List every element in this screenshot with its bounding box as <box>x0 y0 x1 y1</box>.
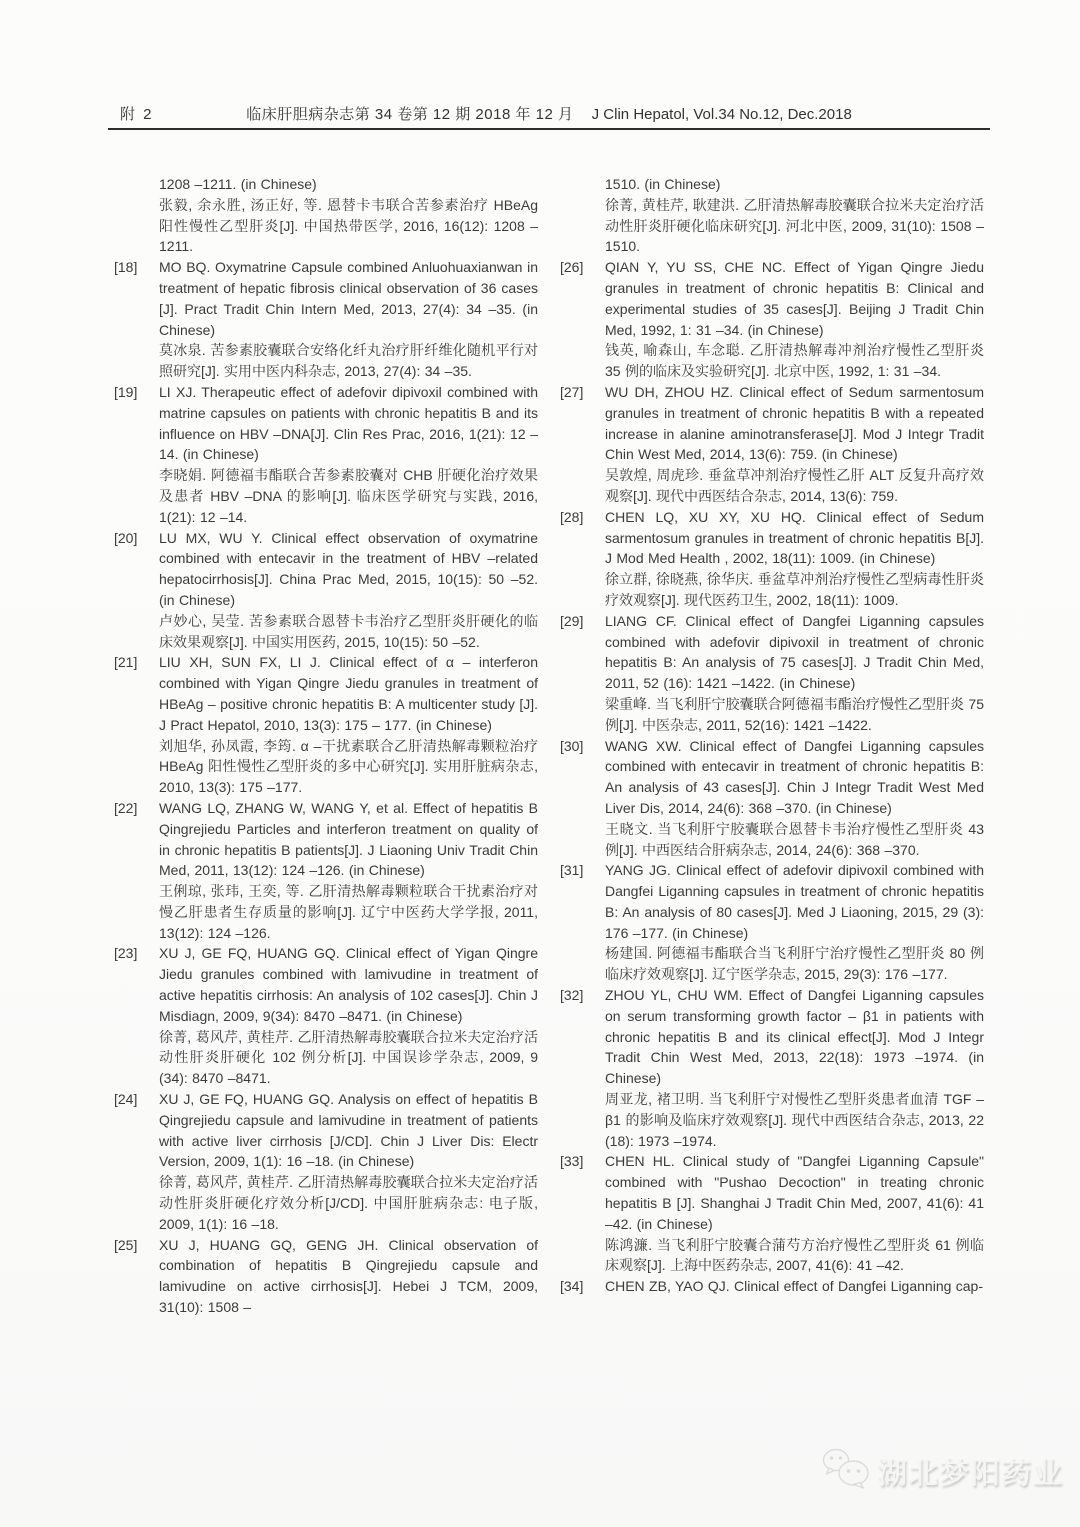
reference-entry <box>560 257 984 382</box>
reference-entry <box>560 1151 984 1276</box>
reference-number: [24] <box>114 1091 138 1108</box>
reference-entry <box>560 736 984 861</box>
reference-entry <box>114 652 538 798</box>
reference-text-en: XU J, GE FQ, HUANG GQ. Analysis on effect of hepatitis B Qingrejiedu capsule and lamivudine in treatment of patients with active liver cirrhosis [J/CD]. Chin J Liver Dis: Electr Version, 2009, 1(1): 16 –18. (in Chinese) <box>159 1091 538 1170</box>
reference-number: [27] <box>560 383 584 400</box>
reference-text-zh: 梁重峰. 当飞利肝宁胶囊联合阿德福韦酯治疗慢性乙型肝炎 75 例[J]. 中医杂志, 2011, 52(16): 1421 –1422. <box>605 695 984 733</box>
reference-text-en: QIAN Y, YU SS, CHE NC. Effect of Yigan Qingre Jiedu granules in treatment of chronic hepatitis B: Clinical and experimental studies of 35 cases[J]. Beijing J Tradit Chin Med, 1992, 1: 31 –34. (in Chinese) <box>605 259 984 338</box>
reference-number: [21] <box>114 654 138 671</box>
reference-number: [20] <box>114 529 138 546</box>
reference-body <box>159 528 538 653</box>
reference-text-zh: 刘旭华, 孙凤霞, 李筠. α –干扰素联合乙肝清热解毒颗粒治疗 HBeAg 阳性慢性乙型肝炎的多中心研究[J]. 实用肝脏病杂志, 2010, 13(3): 175 –177. <box>159 737 538 796</box>
reference-text-en: WANG LQ, ZHANG W, WANG Y, et al. Effect of hepatitis B Qingrejiedu Particles and interferon treatment on quality of in chronic hepatitis B patients[J]. J Liaoning Univ Tradit Chin Med, 2011, 13(12): 124 –126. (in Chinese) <box>159 799 538 879</box>
references-column-left <box>114 174 538 1318</box>
reference-entry <box>114 798 538 944</box>
reference-text-zh: 钱英, 喻森山, 车念聪. 乙肝清热解毒冲剂治疗慢性乙型肝炎 35 例的临床及实验研究[J]. 北京中医, 1992, 1: 31 –34. <box>605 342 984 380</box>
reference-body <box>159 1089 538 1235</box>
reference-text-zh: 王晓文. 当飞利肝宁胶囊联合恩替卡韦治疗慢性乙型肝炎 43 例[J]. 中西医结合肝病杂志, 2014, 24(6): 368 –370. <box>605 820 984 858</box>
reference-entry <box>114 382 538 528</box>
reference-body <box>605 1151 984 1276</box>
reference-text-zh: 张毅, 余永胜, 汤正好, 等. 恩替卡韦联合苦参素治疗 HBeAg 阳性慢性乙型肝炎[J]. 中国热带医学, 2016, 16(12): 1208 –1211. <box>159 196 538 255</box>
appendix-page-label: 附 2 <box>120 106 154 123</box>
reference-text-zh: 徐立群, 徐晓燕, 徐华庆. 垂盆草冲剂治疗慢性乙型病毒性肝炎疗效观察[J]. 现代医药卫生, 2002, 18(11): 1009. <box>605 571 984 608</box>
reference-body <box>605 611 984 736</box>
reference-text-zh: 周亚龙, 褚卫明. 当飞利肝宁对慢性乙型肝炎患者血清 TGF – β1 的影响及临床疗效观察[J]. 现代中西医结合杂志, 2013, 22 (18): 1973 –1974. <box>605 1091 984 1149</box>
journal-header <box>108 100 990 130</box>
reference-body <box>159 257 538 382</box>
reference-number: [18] <box>114 259 138 276</box>
reference-text-en: CHEN LQ, XU XY, XU HQ. Clinical effect of Sedum sarmentosum granules in treatment of chronic hepatitis B[J]. J Mod Med Health , 2002, 18(11): 1009. (in Chinese) <box>605 508 984 567</box>
reference-number: [30] <box>560 737 584 754</box>
reference-text-zh: 莫冰泉. 苦参素胶囊联合安络化纤丸治疗肝纤维化随机平行对照研究[J]. 实用中医内科杂志, 2013, 27(4): 34 –35. <box>159 342 538 380</box>
reference-number: [29] <box>560 612 584 629</box>
reference-text-en: CHEN HL. Clinical study of "Dangfei Liganning Capsule" combined with "Pushao Decoction" in treating chronic hepatitis B [J]. Shanghai J Tradit Chin Med, 2007, 41(6): 41 –42. (in Chinese) <box>605 1153 984 1232</box>
reference-text-zh: 陈鸿濂. 当飞利肝宁胶囊合蒲芍方治疗慢性乙型肝炎 61 例临床观察[J]. 上海中医药杂志, 2007, 41(6): 41 –42. <box>605 1236 984 1274</box>
reference-text-en: XU J, GE FQ, HUANG GQ. Clinical effect of Yigan Qingre Jiedu granules combined with lamivudine in treatment of active hepatitis cirrhosis: An analysis of 102 cases[J]. Chin J Misdiagn, 2009, 9(34): 8470 –8471. (in Chinese) <box>159 945 538 1024</box>
reference-entry <box>560 985 984 1151</box>
reference-body <box>605 1276 984 1297</box>
reference-entry <box>114 528 538 653</box>
wechat-icon <box>822 1448 870 1495</box>
reference-text-zh: 王俐琼, 张玮, 王奕, 等. 乙肝清热解毒颗粒联合干扰素治疗对慢乙肝患者生存质量的影响[J]. 辽宁中医药大学学报, 2011, 13(12): 124 –126. <box>159 883 538 941</box>
reference-number: [34] <box>560 1278 584 1295</box>
reference-text-en: 1510. (in Chinese) <box>605 176 721 192</box>
publisher-watermark <box>822 1448 1064 1495</box>
reference-text-en: WANG XW. Clinical effect of Dangfei Liganning capsules combined with entecavir in treatment of chronic hepatitis B: An analysis of 43 cases[J]. Chin J Integr Tradit West Med Liver Dis, 2014, 24(6): 368 –370. (in Chinese) <box>605 737 984 816</box>
reference-number <box>114 174 159 257</box>
journal-title-zh: 临床肝胆病杂志第 34 卷第 12 期 2018 年 12 月 <box>246 106 574 123</box>
reference-text-en: ZHOU YL, CHU WM. Effect of Dangfei Liganning capsules on serum transforming growth factor – β1 in patients with chronic hepatitis B and its clinical effect[J]. Mod J Integr Tradit Chin West Med, 2013, 22(18): 1973 –1974. (in Chinese) <box>605 987 984 1087</box>
reference-number: [22] <box>114 799 138 816</box>
reference-entry <box>560 860 984 985</box>
reference-text-zh: 吴敦煌, 周虎珍. 垂盆草冲剂治疗慢性乙肝 ALT 反复升高疗效观察[J]. 现代中西医结合杂志, 2014, 13(6): 759. <box>605 467 984 504</box>
reference-body <box>605 860 984 985</box>
reference-number: [25] <box>114 1236 138 1253</box>
reference-number: [33] <box>560 1153 584 1170</box>
reference-entry <box>560 507 984 611</box>
reference-text-en: LIU XH, SUN FX, LI J. Clinical effect of α – interferon combined with Yigan Qingre Jiedu granules in treatment of HBeAg – positive chronic hepatitis B: A multicenter study [J]. J Pract Hepatol, 2010, 13(3): 175 – 177. (in Chinese) <box>159 654 538 733</box>
reference-text-en: YANG JG. Clinical effect of adefovir dipivoxil combined with Dangfei Liganning capsules in treatment of chronic hepatitis B: An analysis of 80 cases[J]. Med J Liaoning, 2015, 29 (3): 176 –177. (in Chinese) <box>605 862 984 941</box>
reference-entry <box>560 611 984 736</box>
reference-body <box>159 382 538 528</box>
reference-number: [23] <box>114 945 138 962</box>
references-column-right <box>560 174 984 1297</box>
reference-number: [28] <box>560 508 584 525</box>
reference-text-en: CHEN ZB, YAO QJ. Clinical effect of Dangfei Liganning cap- <box>605 1278 984 1295</box>
reference-text-zh: 卢妙心, 吴莹. 苦参素联合恩替卡韦治疗乙型肝炎肝硬化的临床效果观察[J]. 中国实用医药, 2015, 10(15): 50 –52. <box>159 612 538 650</box>
reference-text-en: LIANG CF. Clinical effect of Dangfei Liganning capsules combined with adefovir dipivoxil in treatment of chronic hepatitis B: An analysis of 75 cases[J]. J Tradit Chin Med, 2011, 52 (16): 1421 –1422. (in Chinese) <box>605 612 984 692</box>
reference-body <box>605 174 984 257</box>
reference-body <box>605 382 984 507</box>
reference-entry <box>114 943 538 1089</box>
reference-entry <box>560 382 984 507</box>
reference-body <box>605 736 984 861</box>
reference-text-zh: 杨建国. 阿德福韦酯联合当飞利肝宁治疗慢性乙型肝炎 80 例临床疗效观察[J]. 辽宁医学杂志, 2015, 29(3): 176 –177. <box>605 945 984 983</box>
reference-body <box>605 985 984 1151</box>
journal-title <box>108 103 990 124</box>
reference-text-en: 1208 –1211. (in Chinese) <box>159 176 317 192</box>
reference-text-zh: 李晓娟. 阿德福韦酯联合苦参素胶囊对 CHB 肝硬化治疗效果及患者 HBV –DNA 的影响[J]. 临床医学研究与实践, 2016, 1(21): 12 –14. <box>159 467 538 525</box>
reference-entry <box>114 174 538 257</box>
reference-body <box>159 943 538 1089</box>
reference-text-en: XU J, HUANG GQ, GENG JH. Clinical observation of combination of hepatitis B Qingrejiedu capsule and lamivudine on active cirrhosis[J]. Hebei J TCM, 2009, 31(10): 1508 – <box>159 1236 538 1316</box>
reference-text-zh: 徐菁, 葛风芹, 黄桂芹. 乙肝清热解毒胶囊联合拉米夫定治疗活动性肝炎肝硬化 102 例分析[J]. 中国误诊学杂志, 2009, 9 (34): 8470 –8471. <box>159 1028 538 1087</box>
reference-body <box>159 174 538 257</box>
reference-text-en: WU DH, ZHOU HZ. Clinical effect of Sedum sarmentosum granules in treatment of chronic hepatitis B with a repeated increase in alanine aminotransferase[J]. Mod J Integr Tradit Chin West Med, 2014, 13(6): 759. (in Chinese) <box>605 383 984 463</box>
reference-body <box>605 257 984 382</box>
reference-body <box>605 507 984 611</box>
reference-body <box>159 1235 538 1318</box>
reference-text-en: LU MX, WU Y. Clinical effect observation of oxymatrine combined with entecavir in the treatment of HBV –related hepatocirrhosis[J]. China Prac Med, 2015, 10(15): 50 –52. (in Chinese) <box>159 529 538 608</box>
reference-entry <box>114 257 538 382</box>
reference-entry <box>114 1089 538 1235</box>
watermark-label: 湖北梦阳药业 <box>877 1458 1064 1490</box>
reference-entry <box>560 174 984 257</box>
reference-text-zh: 徐菁, 葛风芹, 黄桂芹. 乙肝清热解毒胶囊联合拉米夫定治疗活动性肝炎肝硬化疗效分析[J/CD]. 中国肝脏病杂志: 电子版, 2009, 1(1): 16 –18. <box>159 1174 538 1232</box>
reference-text-zh: 徐菁, 黄桂芹, 耿建洪. 乙肝清热解毒胶囊联合拉米夫定治疗活动性肝炎肝硬化临床研究[J]. 河北中医, 2009, 31(10): 1508 –1510. <box>605 196 984 255</box>
journal-title-en: J Clin Hepatol, Vol.34 No.12, Dec.2018 <box>591 106 852 123</box>
reference-number: [26] <box>560 259 584 276</box>
reference-body <box>159 798 538 944</box>
reference-number <box>560 174 605 257</box>
reference-text-en: LI XJ. Therapeutic effect of adefovir dipivoxil combined with matrine capsules on patients with chronic hepatitis B and its influence on HBV –DNA[J]. Clin Res Prac, 2016, 1(21): 12 –14. (in Chinese) <box>159 383 538 463</box>
reference-body <box>159 652 538 798</box>
reference-number: [32] <box>560 987 584 1004</box>
reference-entry <box>114 1235 538 1318</box>
reference-number: [19] <box>114 383 138 400</box>
reference-text-en: MO BQ. Oxymatrine Capsule combined Anluohuaxianwan in treatment of hepatic fibrosis clinical observation of 36 cases [J]. Pract Tradit Chin Intern Med, 2013, 27(4): 34 –35. (in Chinese) <box>159 259 538 338</box>
reference-number: [31] <box>560 862 584 879</box>
reference-entry <box>560 1276 984 1297</box>
